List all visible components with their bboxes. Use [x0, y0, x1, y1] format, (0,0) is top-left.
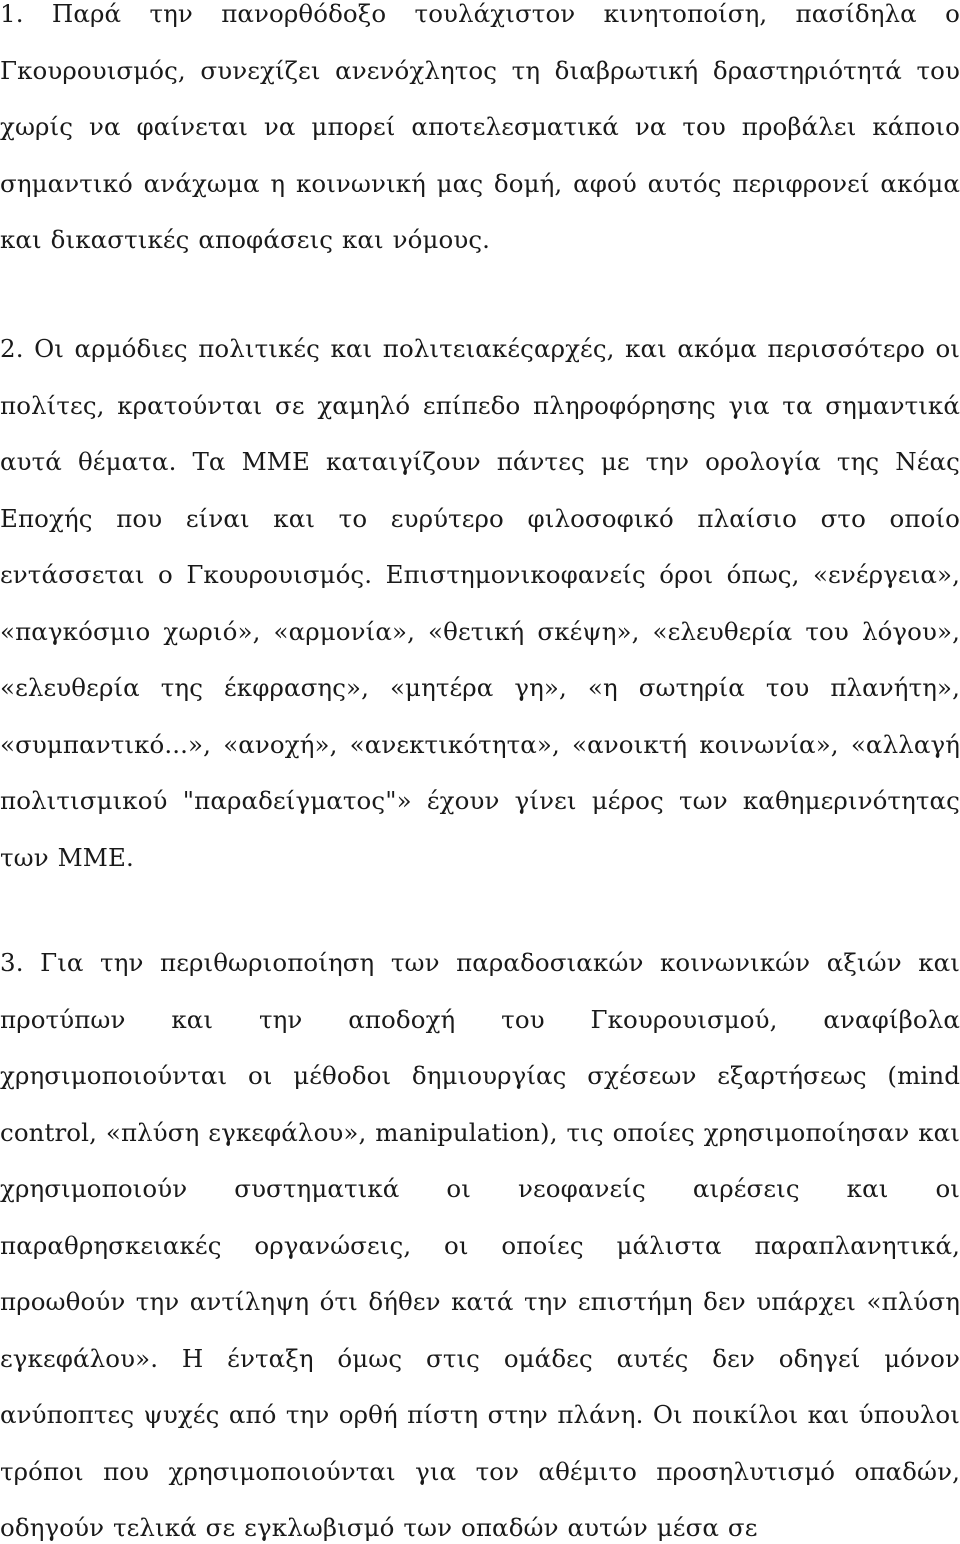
- paragraph-1: 1. Παρά την πανορθόδοξο τουλάχιστον κινητοποίση, πασίδηλα ο Γκουρουισμός, συνεχίζει ανενόχλητος τη διαβρωτική δραστηριότητά του χωρίς να φαίνεται να μπορεί αποτελεσματικά να του προβάλει κάποιο σημαντικό ανάχωμα η κοινωνική μας δομή, αφού αυτός περιφρονεί ακόμα και δικαστικές αποφάσεις και νόμους.: [0, 0, 960, 254]
- paragraph-2: 2. Οι αρμόδιες πολιτικές και πολιτειακέςαρχές, και ακόμα περισσότερο οι πολίτες, κρατούνται σε χαμηλό επίπεδο πληροφόρησης για τα σημαντικά αυτά θέματα. Τα ΜΜΕ καταιγίζουν πάντες με την ορολογία της Νέας Εποχής που είναι και το ευρύτερο φιλοσοφικό πλαίσιο στο οποίο εντάσσεται ο Γκουρουισμός. Επιστημονικοφανείς όροι όπως, «ενέργεια», «παγκόσμιο χωριό», «αρμονία», «θετική σκέψη», «ελευθερία του λόγου», «ελευθερία της έκφρασης», «μητέρα γη», «η σωτηρία του πλανήτη», «συμπαντικό...», «ανοχή», «ανεκτικότητα», «ανοικτή κοινωνία», «αλλαγή πολιτισμικού "παραδείγματος"» έχουν γίνει μέρος των καθημερινότητας των ΜΜΕ.: [0, 334, 960, 872]
- paragraph-3: 3. Για την περιθωριοποίηση των παραδοσιακών κοινωνικών αξιών και προτύπων και την αποδοχή του Γκουρουισμού, αναφίβολα χρησιμοποιούνται οι μέθοδοι δημιουργίας σχέσεων εξαρτήσεως (mind control, «πλύση εγκεφάλου», manipulation), τις οποίες χρησιμοποίησαν και χρησιμοποιούν συστηματικά οι νεοφανείς αιρέσεις και οι παραθρησκειακές οργανώσεις, οι οποίες μάλιστα παραπλανητικά, προωθούν την αντίληψη ότι δήθεν κατά την επιστήμη δεν υπάρχει «πλύση εγκεφάλου». Η ένταξη όμως στις ομάδες αυτές δεν οδηγεί μόνον ανύποπτες ψυχές από την ορθή πίστη στην πλάνη. Οι ποικίλοι και ύπουλοι τρόποι που χρησιμοποιούνται για τον αθέμιτο προσηλυτισμό οπαδών, οδηγούν τελικά σε εγκλωβισμό των οπαδών αυτών μέσα σε: [0, 948, 960, 1542]
